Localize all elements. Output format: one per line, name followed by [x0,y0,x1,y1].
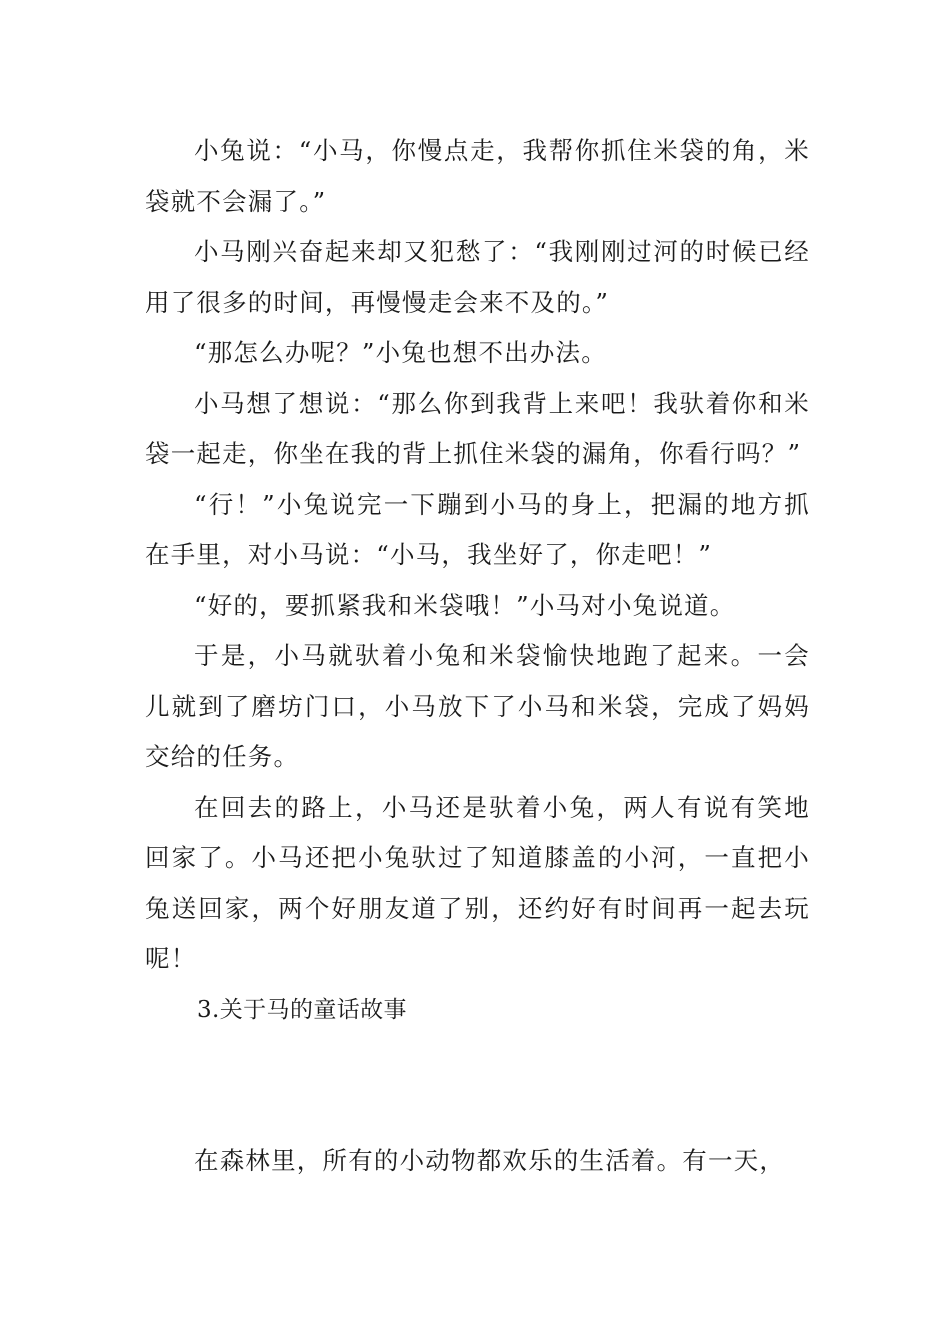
paragraph: “行！”小兔说完一下蹦到小马的身上，把漏的地方抓在手里，对小马说：“小马，我坐好了，你走吧！” [145,489,810,569]
paragraph: “那怎么办呢？”小兔也想不出办法。 [194,338,607,367]
document-body [145,126,810,1187]
section-heading: 3.关于马的童话故事 [197,996,407,1023]
paragraph: 于是，小马就驮着小兔和米袋愉快地跑了起来。一会儿就到了磨坊门口，小马放下了小马和米袋，完成了妈妈交给的任务。 [145,641,810,771]
paragraph: 小马想了想说：“那么你到我背上来吧！我驮着你和米袋一起走，你坐在我的背上抓住米袋的漏角，你看行吗？” [145,388,810,468]
paragraph: 小兔说：“小马，你慢点走，我帮你抓住米袋的角，米袋就不会漏了。” [145,136,810,216]
blank-space [145,1035,810,1136]
paragraph: “好的，要抓紧我和米袋哦！”小马对小兔说道。 [194,590,736,620]
paragraph: 小马刚兴奋起来却又犯愁了：“我刚刚过河的时候已经用了很多的时间，再慢慢走会来不及的。” [145,237,810,317]
paragraph: 在森林里，所有的小动物都欢乐的生活着。有一天， [194,1146,786,1175]
paragraph: 在回去的路上，小马还是驮着小兔，两人有说有笑地回家了。小马还把小兔驮过了知道膝盖的小河，一直把小兔送回家，两个好朋友道了别，还约好有时间再一起去玩呢！ [145,792,810,973]
